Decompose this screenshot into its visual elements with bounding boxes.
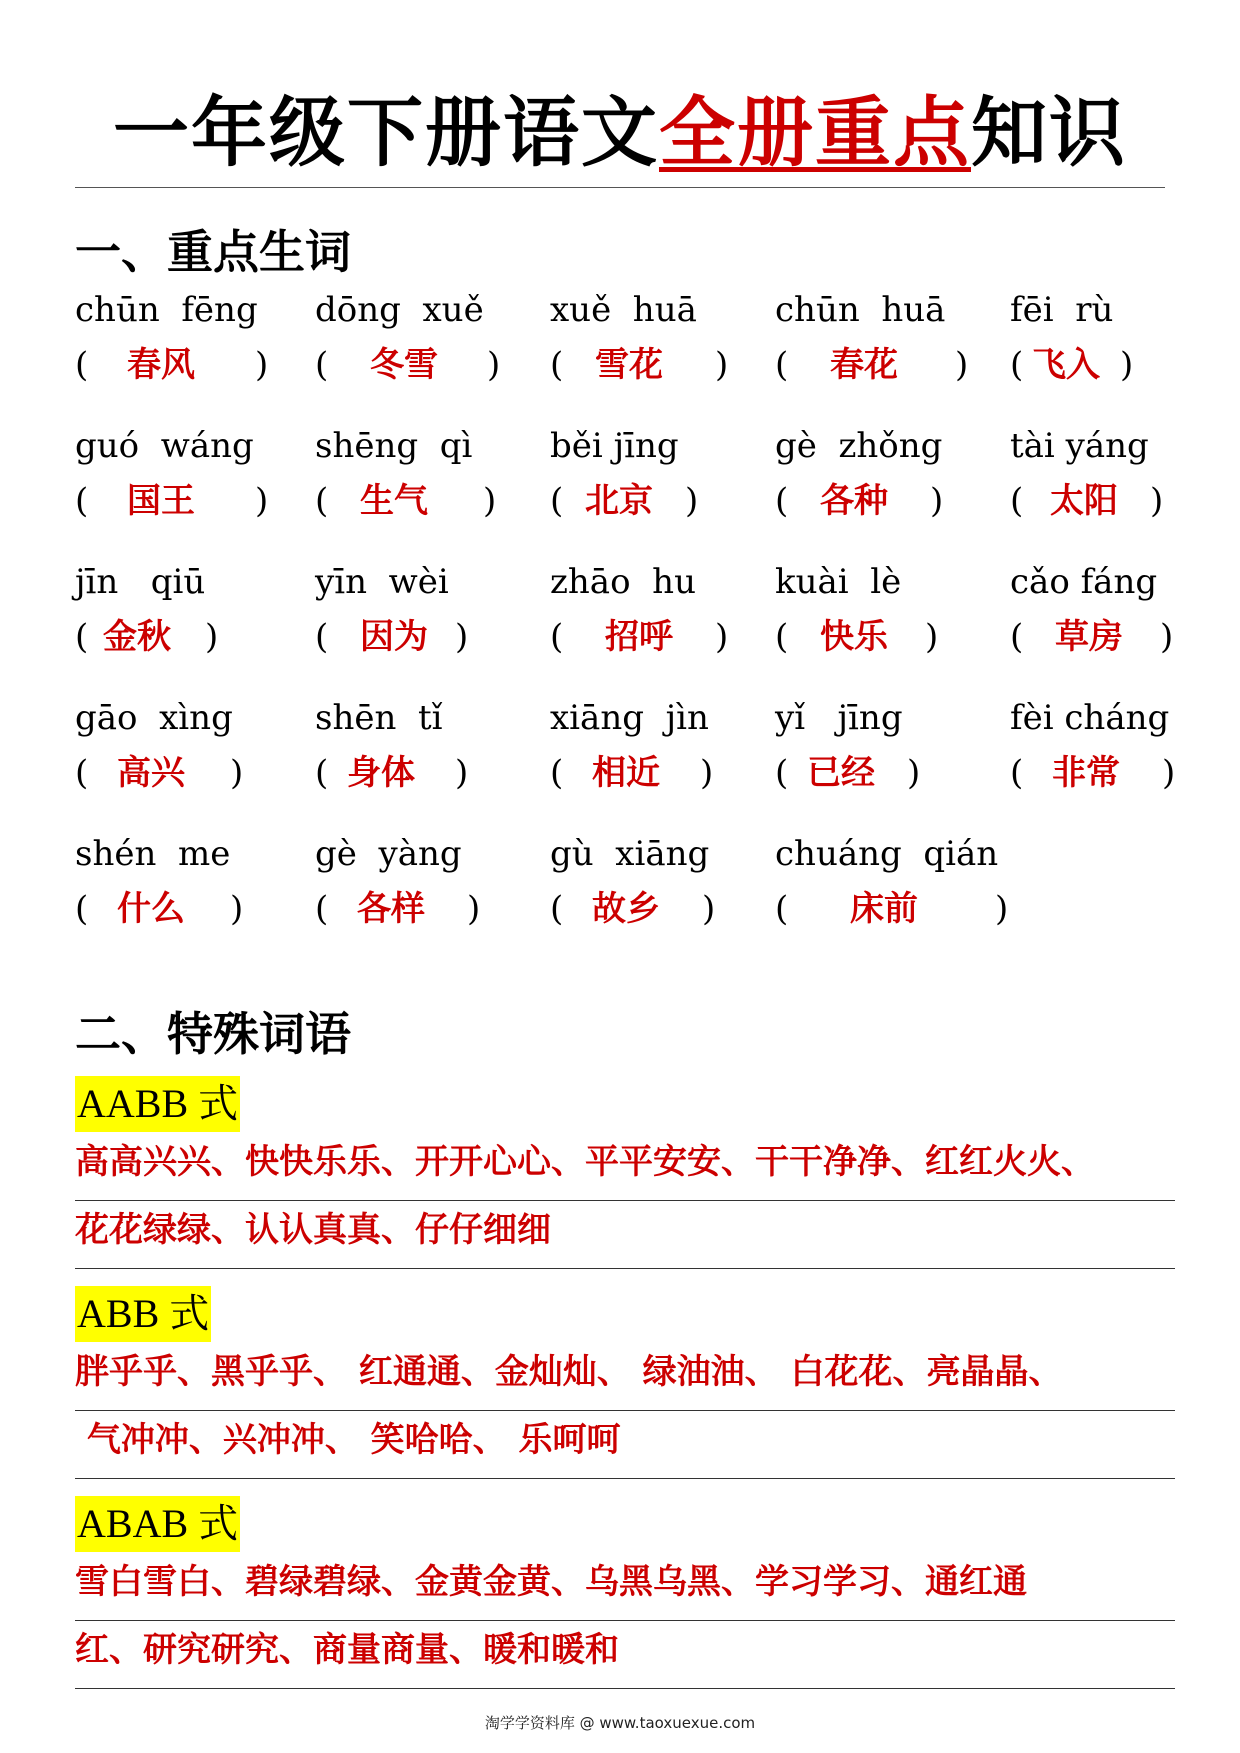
pinyin: cǎo fáng (1010, 562, 1158, 602)
vocab-item (315, 696, 535, 798)
pinyin: jīn qiū (75, 562, 206, 602)
right-paren: ) (1160, 617, 1174, 657)
chinese-word: 快乐 (820, 617, 888, 657)
page-title (0, 88, 1240, 178)
vocab-item (315, 560, 535, 662)
left-paren: ( (550, 753, 564, 793)
vocab-row (75, 424, 1175, 560)
left-paren: ( (775, 617, 789, 657)
answer-box (775, 884, 1009, 934)
section2-heading: 二、特殊词语 (75, 1007, 351, 1061)
word-line: 雪白雪白、碧绿碧绿、金黄金黄、乌黑乌黑、学习学习、通红通 (75, 1554, 1175, 1621)
vocab-row (75, 560, 1175, 696)
vocab-item (775, 560, 995, 662)
pinyin: chūn huā (775, 290, 946, 330)
right-paren: ) (455, 753, 469, 793)
right-paren: ) (715, 617, 729, 657)
right-paren: ) (483, 481, 497, 521)
footer-text: 淘学学资料库 @ www.taoxuexue.com (484, 1714, 756, 1732)
right-paren: ) (715, 345, 729, 385)
answer-box (1010, 612, 1230, 662)
pinyin: shén me (75, 834, 231, 874)
title-suffix: 知识 (971, 88, 1127, 177)
answer-box (775, 340, 995, 390)
word-line: 胖乎乎、黑乎乎、 红通通、金灿灿、 绿油油、 白花花、亮晶晶、 (75, 1344, 1175, 1411)
left-paren: ( (550, 345, 564, 385)
pinyin: shēn tǐ (315, 698, 443, 738)
pinyin: gè yàng (315, 834, 462, 874)
right-paren: ) (455, 617, 469, 657)
left-paren: ( (75, 889, 89, 929)
chinese-word: 招呼 (605, 617, 673, 657)
pinyin: běi jīng (550, 426, 679, 466)
vocab-item (315, 288, 535, 390)
vocab-item (75, 696, 295, 798)
right-paren: ) (930, 481, 944, 521)
answer-box (75, 884, 295, 934)
left-paren: ( (75, 753, 89, 793)
chinese-word: 相近 (592, 753, 660, 793)
vocab-item (1010, 560, 1230, 662)
answer-box (550, 884, 770, 934)
chinese-word: 故乡 (592, 889, 660, 929)
answer-box (1010, 340, 1230, 390)
vocab-grid (75, 288, 1175, 968)
left-paren: ( (1010, 481, 1024, 521)
chinese-word: 高兴 (117, 753, 185, 793)
left-paren: ( (1010, 617, 1024, 657)
left-paren: ( (315, 617, 329, 657)
vocab-item (75, 288, 295, 390)
pinyin: kuài lè (775, 562, 902, 602)
vocab-item (75, 832, 295, 934)
answer-box (550, 340, 770, 390)
left-paren: ( (550, 617, 564, 657)
right-paren: ) (700, 753, 714, 793)
chinese-word: 已经 (807, 753, 875, 793)
left-paren: ( (1010, 345, 1024, 385)
left-paren: ( (315, 889, 329, 929)
pinyin: fēi rù (1010, 290, 1114, 330)
left-paren: ( (1010, 753, 1024, 793)
vocab-item (775, 832, 1009, 934)
pinyin: xiāng jìn (550, 698, 709, 738)
chinese-word: 雪花 (595, 345, 663, 385)
vocab-item (775, 696, 995, 798)
right-paren: ) (995, 889, 1009, 929)
answer-box (550, 476, 770, 526)
answer-box (75, 476, 295, 526)
left-paren: ( (75, 617, 89, 657)
chinese-word: 草房 (1055, 617, 1123, 657)
left-paren: ( (315, 481, 329, 521)
answer-box (775, 476, 995, 526)
vocab-item (550, 560, 770, 662)
word-line: 花花绿绿、认认真真、仔仔细细 (75, 1202, 1175, 1269)
answer-box (315, 476, 535, 526)
answer-box (315, 748, 535, 798)
pinyin: yīn wèi (315, 562, 449, 602)
answer-box (1010, 748, 1230, 798)
answer-box (315, 340, 535, 390)
chinese-word: 非常 (1052, 753, 1120, 793)
vocab-row (75, 288, 1175, 424)
right-paren: ) (255, 481, 269, 521)
right-paren: ) (487, 345, 501, 385)
pinyin: gè zhǒng (775, 426, 943, 466)
vocab-item (550, 696, 770, 798)
answer-box (315, 884, 535, 934)
left-paren: ( (550, 481, 564, 521)
vocab-item (315, 424, 535, 526)
vocab-item (550, 832, 770, 934)
answer-box (75, 612, 295, 662)
left-paren: ( (75, 481, 89, 521)
pinyin: zhāo hu (550, 562, 696, 602)
right-paren: ) (205, 617, 219, 657)
right-paren: ) (230, 889, 244, 929)
vocab-item (550, 288, 770, 390)
chinese-word: 飞入 (1032, 345, 1100, 385)
chinese-word: 床前 (850, 889, 918, 929)
left-paren: ( (315, 753, 329, 793)
right-paren: ) (925, 617, 939, 657)
pinyin: tài yáng (1010, 426, 1149, 466)
pinyin: fèi cháng (1010, 698, 1170, 738)
pinyin: chuáng qián (775, 834, 999, 874)
pattern-tag: ABAB 式 (75, 1496, 240, 1552)
pinyin: shēng qì (315, 426, 473, 466)
vocab-item (1010, 424, 1230, 526)
chinese-word: 身体 (347, 753, 415, 793)
vocab-row (75, 832, 1175, 968)
right-paren: ) (1120, 345, 1134, 385)
pinyin: gāo xìng (75, 698, 233, 738)
vocab-item (775, 288, 995, 390)
left-paren: ( (775, 753, 789, 793)
answer-box (75, 340, 295, 390)
left-paren: ( (775, 889, 789, 929)
pinyin: gù xiāng (550, 834, 710, 874)
chinese-word: 什么 (117, 889, 185, 929)
section1-heading: 一、重点生词 (75, 225, 351, 279)
pattern-tag: AABB 式 (75, 1076, 240, 1132)
right-paren: ) (230, 753, 244, 793)
vocab-item (775, 424, 995, 526)
chinese-word: 太阳 (1050, 481, 1118, 521)
vocab-item (75, 560, 295, 662)
left-paren: ( (775, 481, 789, 521)
pattern-tag: ABB 式 (75, 1286, 211, 1342)
word-line: 气冲冲、兴冲冲、 笑哈哈、 乐呵呵 (75, 1412, 1175, 1479)
chinese-word: 各种 (820, 481, 888, 521)
pinyin: yǐ jīng (775, 698, 903, 738)
pinyin: guó wáng (75, 426, 254, 466)
answer-box (775, 748, 995, 798)
title-divider (75, 187, 1165, 188)
chinese-word: 冬雪 (370, 345, 438, 385)
chinese-word: 北京 (585, 481, 653, 521)
vocab-item (75, 424, 295, 526)
vocab-item (315, 832, 535, 934)
left-paren: ( (315, 345, 329, 385)
chinese-word: 生气 (360, 481, 428, 521)
left-paren: ( (550, 889, 564, 929)
answer-box (1010, 476, 1230, 526)
vocab-row (75, 696, 1175, 832)
answer-box (775, 612, 995, 662)
right-paren: ) (955, 345, 969, 385)
vocab-item (1010, 696, 1230, 798)
title-highlight: 全册重点 (659, 88, 971, 177)
left-paren: ( (75, 345, 89, 385)
pinyin: xuě huā (550, 290, 697, 330)
vocab-item (1010, 288, 1230, 390)
right-paren: ) (1162, 753, 1176, 793)
chinese-word: 春风 (127, 345, 195, 385)
word-line: 高高兴兴、快快乐乐、开开心心、平平安安、干干净净、红红火火、 (75, 1134, 1175, 1201)
right-paren: ) (685, 481, 699, 521)
chinese-word: 春花 (830, 345, 898, 385)
right-paren: ) (702, 889, 716, 929)
chinese-word: 各样 (357, 889, 425, 929)
answer-box (550, 612, 770, 662)
pinyin: dōng xuě (315, 290, 484, 330)
right-paren: ) (467, 889, 481, 929)
left-paren: ( (775, 345, 789, 385)
right-paren: ) (1150, 481, 1164, 521)
chinese-word: 国王 (127, 481, 195, 521)
right-paren: ) (255, 345, 269, 385)
answer-box (315, 612, 535, 662)
pinyin: chūn fēng (75, 290, 258, 330)
answer-box (550, 748, 770, 798)
answer-box (75, 748, 295, 798)
chinese-word: 金秋 (103, 617, 171, 657)
chinese-word: 因为 (360, 617, 428, 657)
vocab-item (550, 424, 770, 526)
title-plain: 一年级下册语文 (113, 88, 659, 177)
word-line: 红、研究研究、商量商量、暖和暖和 (75, 1622, 1175, 1689)
right-paren: ) (907, 753, 921, 793)
